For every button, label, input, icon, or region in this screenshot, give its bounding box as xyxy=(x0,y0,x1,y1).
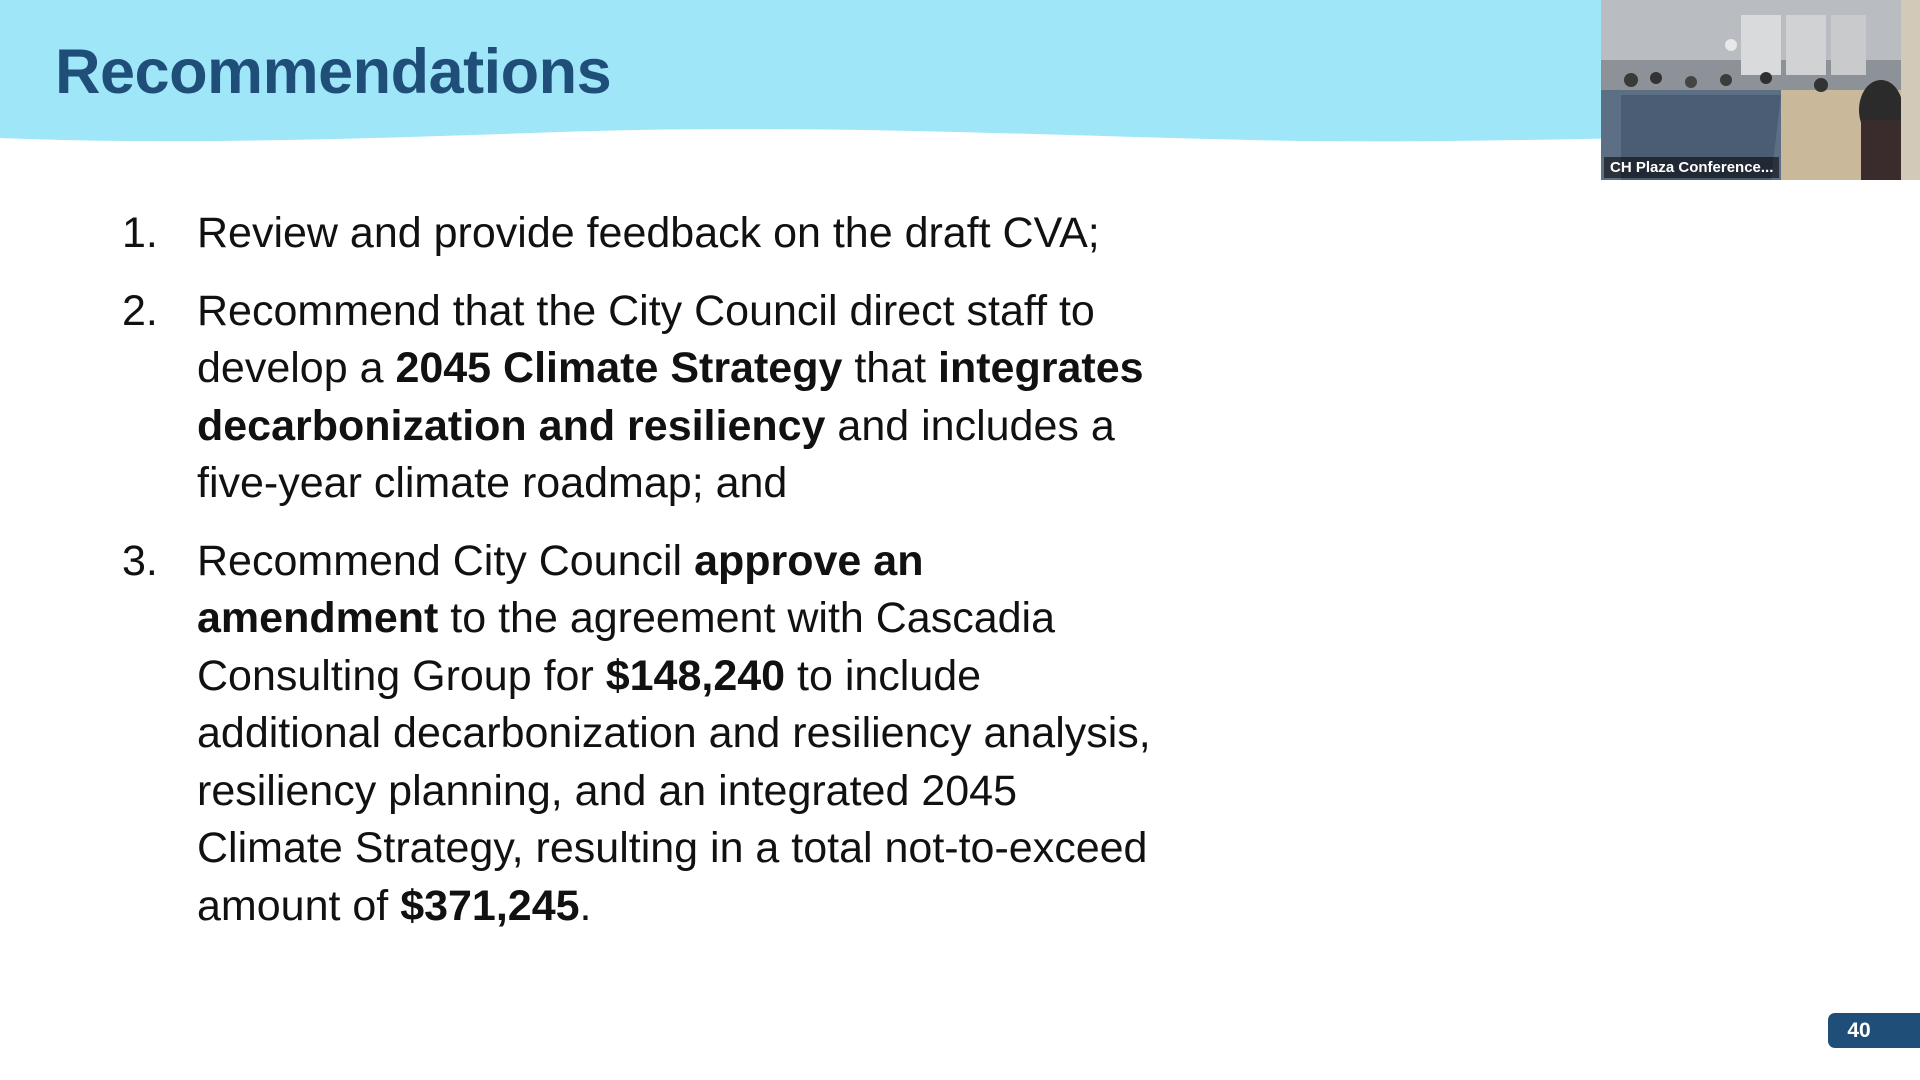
recommendation-item-3 xyxy=(122,533,1162,936)
emphasis-text: approve an amendment xyxy=(197,536,924,642)
item-text xyxy=(197,205,1162,263)
page-number-badge xyxy=(1828,1013,1920,1048)
video-label: CH Plaza Conference... xyxy=(1604,157,1779,178)
emphasis-text: $148,240 xyxy=(605,651,786,700)
body-text: to the agreement with Cascadia Consulting Group for xyxy=(197,594,1056,700)
body-text: to include additional decarbonization and resiliency analysis, resiliency planning, and an integrated 2045 Climate Strategy, resulting in a total not-to-exceed amount of xyxy=(197,651,1151,930)
body-text: Review and provide feedback on the draft CVA; xyxy=(197,209,1100,257)
page-number: 40 xyxy=(1847,1019,1871,1042)
recommendations-list xyxy=(122,205,1162,955)
body-text: Recommend City Council xyxy=(197,536,695,585)
item-text xyxy=(197,533,1162,936)
item-text xyxy=(197,283,1162,513)
recommendation-item-1 xyxy=(122,205,1162,263)
body-text: . xyxy=(579,881,592,930)
emphasis-text: $371,245 xyxy=(400,881,580,930)
recommendation-item-2 xyxy=(122,283,1162,513)
body-text: that xyxy=(842,344,939,392)
emphasis-text: 2045 Climate Strategy xyxy=(395,344,843,392)
item-number: 3. xyxy=(122,536,158,585)
emphasis-text: integrates decarbonization and resiliency xyxy=(197,344,1144,450)
body-text: and includes a five-year climate roadmap; and xyxy=(197,401,1115,507)
conference-room-image xyxy=(1601,0,1920,180)
body-text: Recommend that the City Council direct staff to develop a xyxy=(197,286,1095,392)
slide-title: Recommendations xyxy=(55,37,612,107)
item-number: 2. xyxy=(122,286,158,335)
item-number: 1. xyxy=(122,209,158,257)
participant-video-tile[interactable] xyxy=(1601,0,1920,180)
